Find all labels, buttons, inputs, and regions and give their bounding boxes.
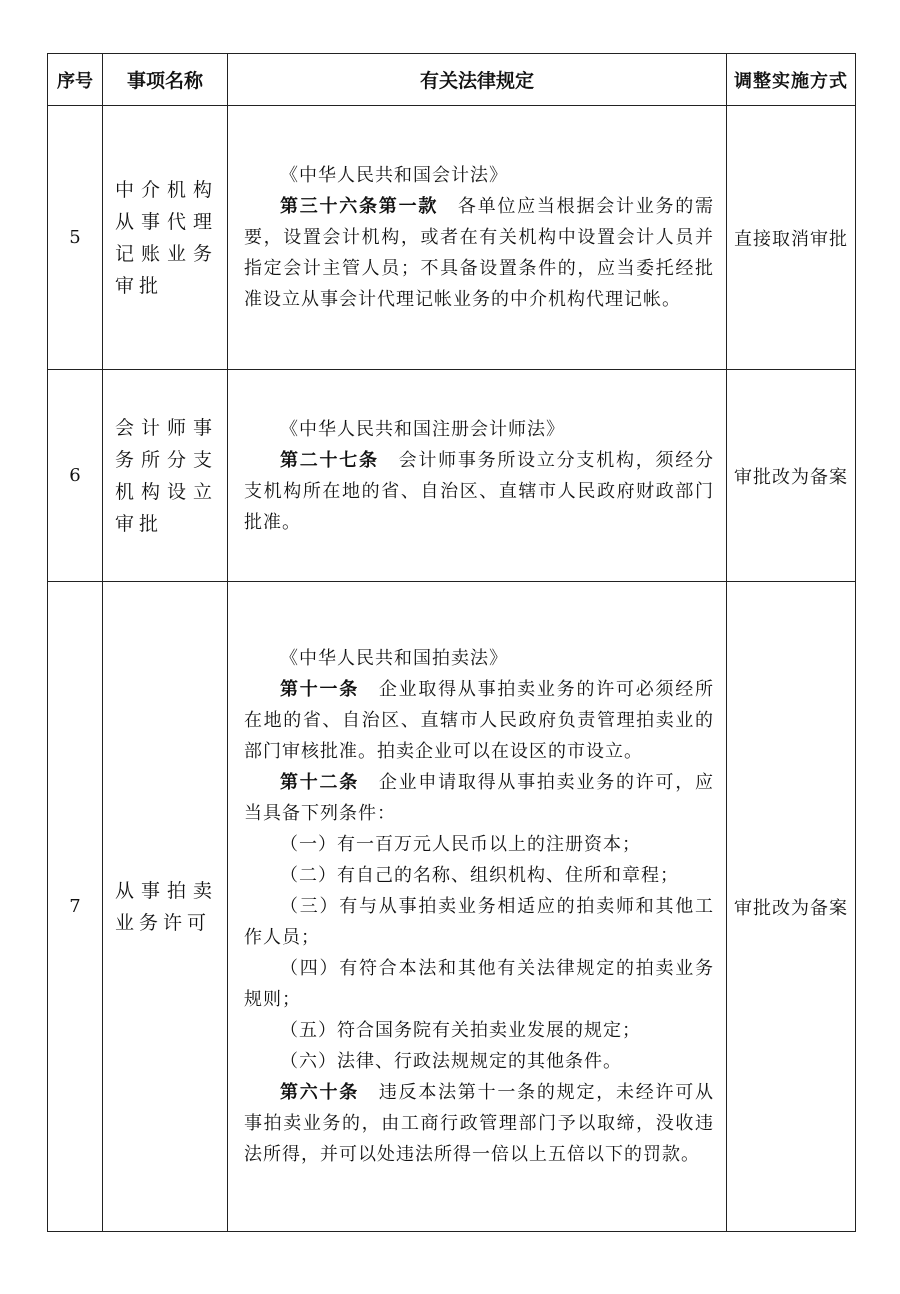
table-row — [48, 582, 856, 1232]
row-item-name: 中介机构从事代理记账业务审批 — [115, 178, 217, 297]
row-item-name: 会计师事务所分支机构设立审批 — [115, 416, 217, 535]
row-item-name: 从事拍卖业务许可 — [115, 879, 217, 934]
row-no: 7 — [48, 582, 103, 1232]
header-law: 有关法律规定 — [228, 54, 727, 106]
article-number: 第二十七条 — [280, 449, 379, 471]
law-paragraph — [244, 1077, 714, 1170]
article-text: 各单位应当根据会计业务的需要，设置会计机构，或者在有关机构中设置会计人员并指定会计主管人员；不具备设置条件的，应当委托经批准设立从事会计代理记帐业务的中介机构代理记帐。 — [244, 196, 715, 310]
article-number: 第十一条 — [280, 679, 360, 700]
header-way: 调整实施方式 — [727, 54, 856, 106]
law-clause: （一）有一百万元人民币以上的注册资本； — [280, 834, 641, 855]
law-clause: （四）有符合本法和其他有关法律规定的拍卖业务规则； — [244, 958, 714, 1010]
law-title: 《中华人民共和国注册会计师法》 — [280, 418, 565, 440]
article-text: 企业取得从事拍卖业务的许可必须经所在地的省、自治区、直辖市人民政府负责管理拍卖业的部门审核批准。拍卖企业可以在设区的市设立。 — [244, 679, 715, 762]
article-text: 违反本法第十一条的规定，未经许可从事拍卖业务的，由工商行政管理部门予以取缔，没收违法所得，并可以处违法所得一倍以上五倍以下的罚款。 — [244, 1082, 715, 1165]
law-title: 《中华人民共和国拍卖法》 — [280, 648, 508, 669]
article-text: 会计师事务所设立分支机构，须经分支机构所在地的省、自治区、直辖市人民政府财政部门批准。 — [244, 449, 715, 533]
article-number: 第十二条 — [280, 772, 360, 793]
row-no: 6 — [48, 370, 103, 582]
table-row — [48, 106, 856, 370]
law-paragraph — [244, 445, 714, 538]
law-title: 《中华人民共和国会计法》 — [280, 165, 508, 186]
law-paragraph — [244, 767, 714, 829]
law-clause: （六）法律、行政法规规定的其他条件。 — [280, 1051, 622, 1072]
table-row — [48, 370, 856, 582]
row-adjust-method: 审批改为备案 — [727, 582, 856, 1232]
law-clause: （五）符合国务院有关拍卖业发展的规定； — [280, 1020, 641, 1041]
law-clause: （二）有自己的名称、组织机构、住所和章程； — [280, 865, 679, 886]
row-law-text — [228, 643, 726, 1170]
row-adjust-method: 直接取消审批 — [727, 106, 856, 370]
header-name: 事项名称 — [103, 54, 228, 106]
header-row — [48, 54, 856, 106]
regulation-table — [47, 53, 856, 1232]
article-number: 第三十六条第一款 — [280, 196, 439, 217]
row-adjust-method: 审批改为备案 — [727, 370, 856, 582]
law-paragraph — [244, 191, 714, 315]
header-no: 序号 — [48, 54, 103, 106]
article-number: 第六十条 — [280, 1082, 360, 1103]
row-no: 5 — [48, 106, 103, 370]
row-law-text — [228, 414, 726, 538]
law-clause: （三）有与从事拍卖业务相适应的拍卖师和其他工作人员； — [244, 896, 714, 948]
regulation-table-page — [47, 53, 853, 1232]
article-text: 企业申请取得从事拍卖业务的许可，应当具备下列条件： — [244, 772, 715, 824]
law-paragraph — [244, 674, 714, 767]
row-law-text — [228, 160, 726, 315]
